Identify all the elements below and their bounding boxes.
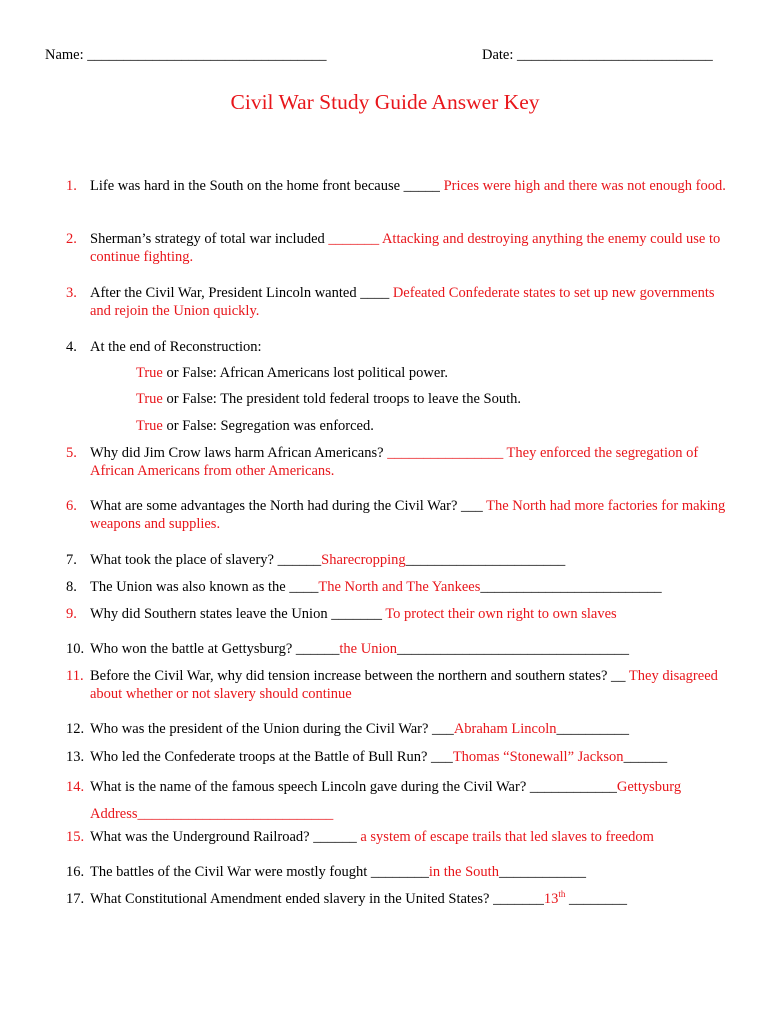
- question-text: At the end of Reconstruction:: [90, 339, 262, 355]
- answer-text: Prices were high and there was not enough food.: [443, 178, 726, 194]
- true-false-answer: True: [136, 391, 163, 407]
- question-1: [66, 177, 726, 195]
- answer-text: _______ Attacking and destroying anything the enemy could use to continue fighting.: [90, 231, 721, 265]
- question-10: [66, 640, 726, 658]
- question-16: [66, 863, 726, 881]
- question-6: [66, 497, 726, 533]
- question-number: 17.: [66, 891, 85, 907]
- answer-superscript: th: [558, 889, 566, 900]
- answer-text: the Union: [339, 641, 397, 657]
- question-number: 13.: [66, 749, 85, 765]
- true-false-statement: or False: Segregation was enforced.: [162, 418, 374, 434]
- question-13: [66, 748, 726, 766]
- answer-text: Sharecropping: [321, 552, 406, 568]
- question-text: Life was hard in the South on the home front because _____: [90, 178, 444, 194]
- question-text: What are some advantages the North had during the Civil War? ___: [90, 498, 487, 514]
- answer-text: a system of escape trails that led slaves to freedom: [360, 829, 654, 845]
- question-15: [66, 828, 726, 846]
- question-number: 16.: [66, 864, 85, 880]
- question-number: 12.: [66, 721, 85, 737]
- answer-text: 13: [543, 891, 559, 907]
- question-number: 2.: [66, 231, 77, 247]
- question-text: Who was the president of the Union during the Civil War? ___: [90, 721, 454, 737]
- true-false-item-2: [136, 390, 521, 408]
- question-text: Why did Jim Crow laws harm African Americans?: [90, 445, 388, 461]
- answer-text: They disagreed about whether or not slavery should continue: [90, 668, 718, 702]
- question-text: After the Civil War, President Lincoln wanted ____: [90, 285, 393, 301]
- answer-blank: ____________: [498, 864, 586, 880]
- page-title: Civil War Study Guide Answer Key: [230, 90, 540, 114]
- question-text: Why did Southern states leave the Union _______: [90, 606, 386, 622]
- answer-blank: _________________________: [480, 579, 662, 595]
- question-number: 1.: [66, 178, 77, 194]
- answer-blank: ______: [623, 749, 668, 765]
- true-false-item-3: [136, 417, 374, 435]
- header: [45, 47, 725, 67]
- answer-text: Abraham Lincoln: [453, 721, 557, 737]
- name-field: Name: _________________________________: [45, 47, 327, 63]
- question-14: [66, 774, 726, 828]
- question-text: Who won the battle at Gettysburg? ______: [90, 641, 340, 657]
- question-number: 6.: [66, 498, 77, 514]
- question-text: The battles of the Civil War were mostly fought ________: [90, 864, 429, 880]
- question-9: [66, 605, 726, 623]
- question-8: [66, 578, 726, 596]
- question-5: [66, 444, 726, 480]
- true-false-statement: or False: The president told federal troops to leave the South.: [162, 391, 521, 407]
- true-false-statement: or False: African Americans lost political power.: [162, 365, 448, 381]
- question-text: What Constitutional Amendment ended slavery in the United States? _______: [90, 891, 544, 907]
- question-text: What is the name of the famous speech Lincoln gave during the Civil War? ____________: [90, 779, 617, 795]
- question-number: 10.: [66, 641, 85, 657]
- question-2: [66, 230, 726, 266]
- true-false-answer: True: [136, 365, 163, 381]
- answer-text: in the South: [428, 864, 499, 880]
- question-text: Who led the Confederate troops at the Battle of Bull Run? ___: [90, 749, 453, 765]
- question-number: 9.: [66, 606, 77, 622]
- question-number: 15.: [66, 829, 85, 845]
- question-number: 7.: [66, 552, 77, 568]
- question-3: [66, 284, 726, 320]
- question-text: What took the place of slavery? ______: [90, 552, 322, 568]
- question-4: [66, 338, 726, 356]
- question-17: [66, 890, 726, 916]
- question-number: 3.: [66, 285, 77, 301]
- question-number: 5.: [66, 445, 77, 461]
- date-field: Date: ___________________________: [482, 47, 713, 63]
- question-number: 8.: [66, 579, 77, 595]
- answer-text: The North and The Yankees: [318, 579, 481, 595]
- question-text: The Union was also known as the ____: [90, 579, 319, 595]
- answer-text: The North had more factories for making weapons and supplies.: [90, 498, 726, 532]
- question-12: [66, 720, 726, 738]
- answer-blank: ______________________: [405, 552, 566, 568]
- question-number: 14.: [66, 779, 85, 795]
- true-false-item-1: [136, 364, 448, 382]
- answer-blank: __________: [556, 721, 629, 737]
- question-text: What was the Underground Railroad? ______: [90, 829, 361, 845]
- answer-text: ________________ They enforced the segregation of African Americans from other Americans.: [90, 445, 699, 479]
- question-7: [66, 551, 726, 569]
- question-number: 11.: [66, 668, 84, 684]
- true-false-answer: True: [136, 418, 163, 434]
- answer-blank: ________________________________: [397, 641, 629, 657]
- question-number: 4.: [66, 339, 77, 355]
- question-11: [66, 667, 726, 703]
- answer-blank: ________: [569, 891, 627, 907]
- question-text: Before the Civil War, why did tension increase between the northern and southern states? __: [90, 668, 629, 684]
- answer-text: To protect their own right to own slaves: [385, 606, 617, 622]
- answer-text: Defeated Confederate states to set up new governments and rejoin the Union quickly.: [90, 285, 715, 319]
- question-text: Sherman’s strategy of total war included: [90, 231, 329, 247]
- answer-text: Gettysburg Address___________________________: [90, 779, 682, 822]
- answer-text: Thomas “Stonewall” Jackson: [452, 749, 624, 765]
